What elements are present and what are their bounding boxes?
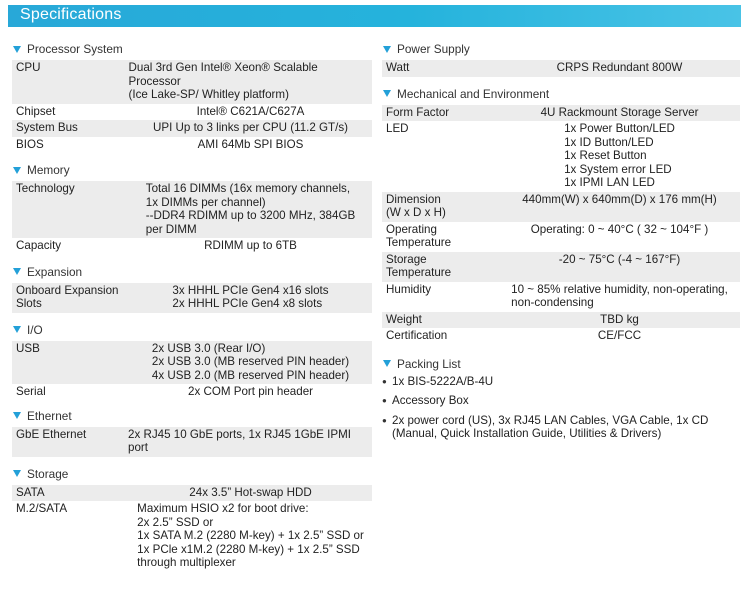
spec-label: Weight bbox=[386, 312, 422, 326]
spec-value: 4U Rackmount Storage Server bbox=[540, 105, 699, 119]
section-heading-text: Packing List bbox=[397, 356, 461, 371]
packing-list bbox=[382, 375, 740, 441]
spec-row-dimension-w-x-d-x-h bbox=[382, 192, 740, 222]
triangle-down-icon bbox=[13, 46, 21, 53]
specifications-banner bbox=[8, 5, 741, 27]
spec-value: Dual 3rd Gen Intel® Xeon® Scalable Processor (Ice Lake-SP/ Whitley platform) bbox=[128, 61, 318, 101]
spec-label: CPU bbox=[16, 61, 41, 74]
spec-label: GbE Ethernet bbox=[16, 427, 87, 441]
section-mechanical-and-environment bbox=[382, 85, 740, 345]
section-heading bbox=[12, 407, 372, 427]
page-title: Specifications bbox=[20, 6, 122, 23]
spec-value: 2x USB 3.0 (Rear I/O) 2x USB 3.0 (MB reserved PIN header) 4x USB 2.0 (MB reserved PIN header) bbox=[151, 341, 350, 382]
section-heading-text: Memory bbox=[27, 163, 70, 177]
spec-label: Chipset bbox=[16, 104, 56, 118]
spec-row-chipset bbox=[12, 104, 372, 121]
spec-row-usb bbox=[12, 341, 372, 385]
spec-label: BIOS bbox=[16, 137, 44, 151]
spec-label: Capacity bbox=[16, 239, 62, 252]
spec-value: 1x Power Button/LED 1x ID Button/LED 1x Reset Button 1x System error LED 1x IPMI LAN LED bbox=[564, 122, 675, 189]
spec-row-capacity bbox=[12, 238, 372, 255]
spec-row-serial bbox=[12, 384, 372, 401]
spec-row-led bbox=[382, 121, 740, 192]
spec-value: 24x 3.5” Hot-swap HDD bbox=[189, 485, 312, 499]
section-heading bbox=[12, 465, 372, 485]
spec-row-system-bus bbox=[12, 120, 372, 137]
section-heading-text: Expansion bbox=[27, 264, 83, 279]
triangle-down-icon bbox=[383, 360, 391, 367]
section-processor-system bbox=[12, 40, 372, 153]
triangle-down-icon bbox=[383, 90, 391, 97]
spec-value: UPI Up to 3 links per CPU (11.2 GT/s) bbox=[153, 121, 349, 134]
spec-row-gbe-ethernet bbox=[12, 427, 372, 457]
spec-value: CRPS Redundant 800W bbox=[556, 61, 683, 74]
spec-value: 2x RJ45 10 GbE ports, 1x RJ45 1GbE IPMI port bbox=[128, 427, 351, 454]
section-heading-text: Mechanical and Environment bbox=[397, 86, 550, 101]
spec-label: System Bus bbox=[16, 121, 78, 134]
spec-label: Onboard Expansion Slots bbox=[16, 283, 119, 310]
section-packing-list bbox=[382, 355, 740, 441]
triangle-down-icon bbox=[13, 470, 21, 477]
spec-label: SATA bbox=[16, 485, 45, 499]
spec-row-humidity bbox=[382, 282, 740, 312]
spec-label: LED bbox=[386, 122, 409, 135]
triangle-down-icon bbox=[13, 326, 21, 333]
section-heading-text: Power Supply bbox=[397, 42, 470, 56]
triangle-down-icon bbox=[13, 167, 21, 174]
section-heading-text: Ethernet bbox=[27, 408, 72, 423]
section-memory bbox=[12, 161, 372, 255]
section-heading bbox=[382, 355, 740, 375]
section-storage bbox=[12, 465, 372, 572]
section-power-supply bbox=[382, 40, 740, 77]
spec-value: -20 ~ 75°C (-4 ~ 167°F) bbox=[558, 252, 681, 266]
section-ethernet bbox=[12, 407, 372, 457]
spec-label: Humidity bbox=[386, 282, 432, 296]
spec-row-form-factor bbox=[382, 105, 740, 122]
section-heading-text: Storage bbox=[27, 466, 69, 481]
spec-row-onboard-expansion-slots bbox=[12, 283, 372, 313]
packing-list-item: ● 2x power cord (US), 3x RJ45 LAN Cables, VGA Cable, 1x CD (Manual, Quick Installation Guide, Utilities & Drivers) bbox=[382, 414, 740, 441]
spec-row-cpu bbox=[12, 60, 372, 104]
spec-value: 10 ~ 85% relative humidity, non-operating, non-condensing bbox=[511, 282, 728, 309]
spec-row-bios bbox=[12, 137, 372, 154]
section-heading bbox=[12, 40, 372, 60]
section-heading bbox=[382, 85, 740, 105]
spec-value: 2x COM Port pin header bbox=[188, 385, 314, 398]
section-heading-text: I/O bbox=[27, 322, 43, 337]
spec-label: Storage Temperature bbox=[386, 252, 452, 279]
spec-row-m-2-sata bbox=[12, 501, 372, 572]
section-heading bbox=[12, 321, 372, 341]
spec-value: RDIMM up to 6TB bbox=[204, 239, 297, 252]
spec-label: Dimension (W x D x H) bbox=[386, 192, 446, 219]
right-column bbox=[382, 40, 740, 447]
section-heading bbox=[12, 161, 372, 181]
spec-value: Total 16 DIMMs (16x memory channels, 1x DIMMs per channel) --DDR4 RDIMM up to 3200 MHz, 384GB per DIMM bbox=[145, 182, 356, 236]
triangle-down-icon bbox=[13, 268, 21, 275]
packing-list-item: ● Accessory Box bbox=[382, 394, 740, 408]
left-column bbox=[12, 40, 372, 572]
triangle-down-icon bbox=[13, 412, 21, 419]
spec-row-technology bbox=[12, 181, 372, 238]
spec-value: Maximum HSIO x2 for boot drive: 2x 2.5” SSD or 1x SATA M.2 (2280 M-key) + 1x 2.5” SSD or 1x PCle x1M.2 (2280 M-key) + 1x 2.5” SSD through multiplexer bbox=[137, 502, 364, 569]
spec-value: Operating: 0 ~ 40°C ( 32 ~ 104°F ) bbox=[530, 222, 709, 236]
spec-row-weight bbox=[382, 312, 740, 329]
section-heading bbox=[382, 40, 740, 60]
spec-label: M.2/SATA bbox=[16, 502, 68, 515]
triangle-down-icon bbox=[383, 46, 391, 53]
spec-value: TBD kg bbox=[600, 312, 639, 326]
section-heading-text: Processor System bbox=[27, 42, 123, 56]
spec-value: AMI 64Mb SPI BIOS bbox=[197, 137, 304, 151]
spec-value: 3x HHHL PCIe Gen4 x16 slots 2x HHHL PCIe Gen4 x8 slots bbox=[172, 283, 329, 310]
spec-row-certification bbox=[382, 328, 740, 345]
spec-label: Certification bbox=[386, 329, 448, 342]
section-heading bbox=[12, 263, 372, 283]
section-i-o bbox=[12, 321, 372, 401]
spec-row-operating-temperature bbox=[382, 222, 740, 252]
spec-value: CE/FCC bbox=[597, 329, 642, 342]
spec-value: 440mm(W) x 640mm(D) x 176 mm(H) bbox=[522, 192, 717, 206]
spec-label: Technology bbox=[16, 182, 75, 195]
spec-row-storage-temperature bbox=[382, 252, 740, 282]
spec-row-sata bbox=[12, 485, 372, 502]
spec-label: Serial bbox=[16, 385, 46, 398]
spec-value: Intel® C621A/C627A bbox=[196, 104, 305, 118]
spec-row-watt bbox=[382, 60, 740, 77]
section-expansion bbox=[12, 263, 372, 313]
spec-label: Operating Temperature bbox=[386, 222, 452, 249]
spec-label: USB bbox=[16, 341, 40, 355]
spec-label: Form Factor bbox=[386, 105, 450, 119]
packing-list-item: ● 1x BIS-5222A/B-4U bbox=[382, 375, 740, 389]
spec-label: Watt bbox=[386, 61, 410, 74]
